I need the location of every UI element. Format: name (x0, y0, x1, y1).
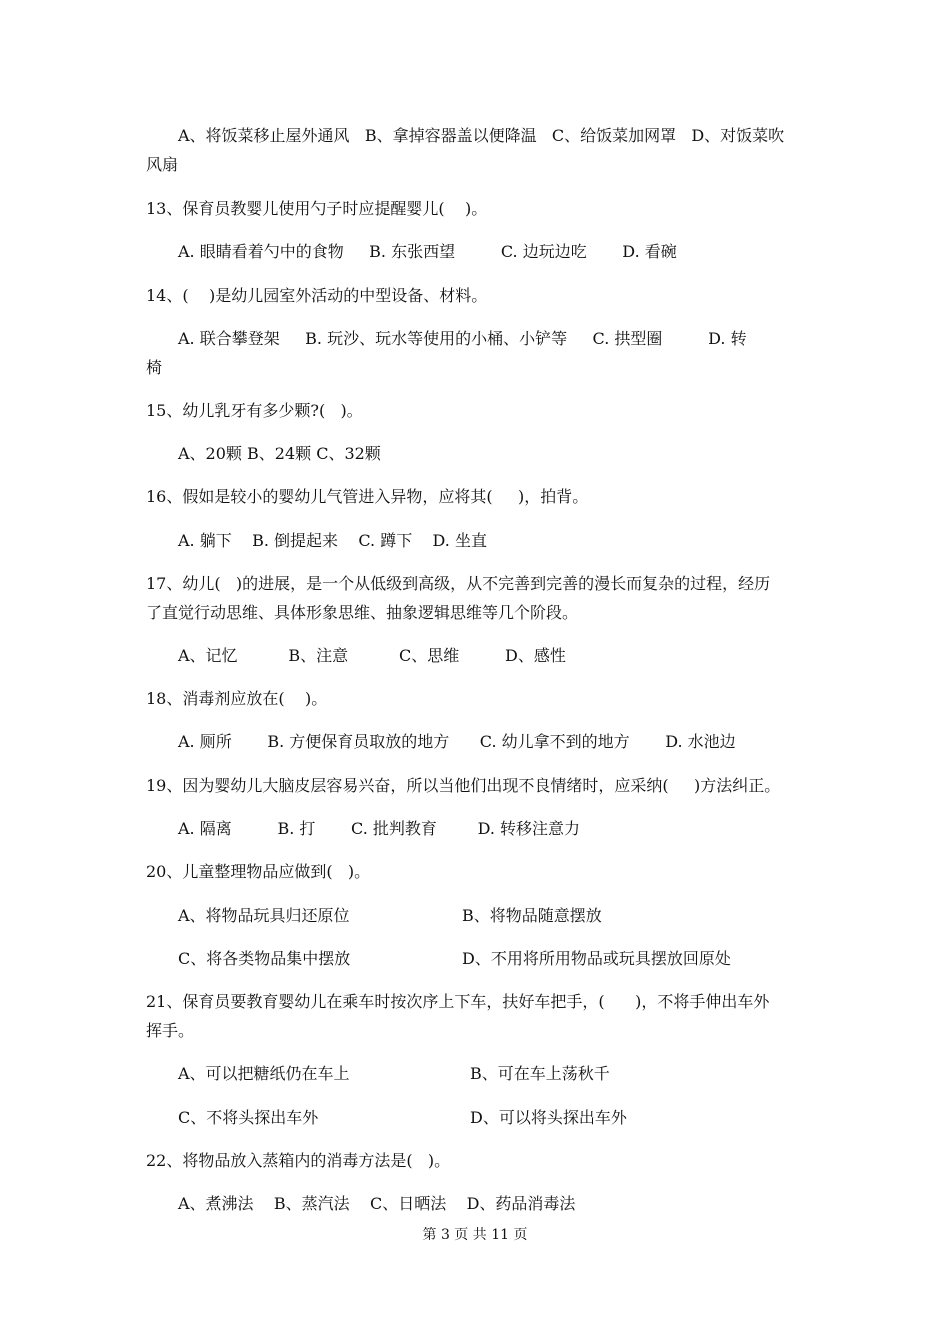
question-21-option-d: D、可以将头探出车外 (470, 1108, 627, 1127)
question-15-options: A、20颗 B、24颗 C、32颗 (178, 444, 381, 463)
question-17-options: A、记忆 B、注意 C、思维 D、感性 (178, 646, 566, 665)
question-19: 19、因为婴幼儿大脑皮层容易兴奋，所以当他们出现不良情绪时，应采纳( )方法纠正。 (146, 776, 781, 795)
question-22-options: A、煮沸法 B、蒸汽法 C、日晒法 D、药品消毒法 (178, 1194, 576, 1213)
question-12-options: A、将饭菜移止屋外通风 B、拿掉容器盖以便降温 C、给饭菜加网罩 D、对饭菜吹 (178, 126, 785, 145)
question-14-options-continued: 椅 (146, 358, 163, 377)
question-20-option-d: D、不用将所用物品或玩具摆放回原处 (462, 949, 731, 968)
question-21-option-a: A、可以把糖纸仍在车上 (178, 1064, 350, 1083)
question-14-options: A. 联合攀登架 B. 玩沙、玩水等使用的小桶、小铲等 C. 拱型圈 D. 转 (178, 329, 747, 348)
question-18-options: A. 厕所 B. 方便保育员取放的地方 C. 幼儿拿不到的地方 D. 水池边 (178, 732, 736, 751)
question-16: 16、假如是较小的婴幼儿气管进入异物，应将其( )，拍背。 (146, 487, 589, 506)
question-17-continued: 了直觉行动思维、具体形象思维、抽象逻辑思维等几个阶段。 (146, 603, 579, 622)
question-14: 14、( )是幼儿园室外活动的中型设备、材料。 (146, 286, 488, 305)
question-21-option-b: B、可在车上荡秋千 (470, 1064, 610, 1083)
question-19-options: A. 隔离 B. 打 C. 批判教育 D. 转移注意力 (178, 819, 580, 838)
question-16-options: A. 躺下 B. 倒提起来 C. 蹲下 D. 坐直 (178, 531, 487, 550)
question-21: 21、保育员要教育婴幼儿在乘车时按次序上下车，扶好车把手，( )，不将手伸出车外 (146, 992, 770, 1011)
page-number-footer: 第 3 页 共 11 页 (422, 1227, 528, 1243)
question-12-options-continued: 风扇 (146, 155, 179, 174)
question-17: 17、幼儿( )的进展，是一个从低级到高级，从不完善到完善的漫长而复杂的过程，经历 (146, 574, 771, 593)
question-20-option-b: B、将物品随意摆放 (462, 906, 602, 925)
question-13: 13、保育员教婴儿使用勺子时应提醒婴儿( )。 (146, 199, 488, 218)
question-20-option-c: C、将各类物品集中摆放 (178, 949, 351, 968)
question-22: 22、将物品放入蒸箱内的消毒方法是( )。 (146, 1151, 451, 1170)
question-15: 15、幼儿乳牙有多少颗?( )。 (146, 401, 363, 420)
question-20-option-a: A、将物品玩具归还原位 (178, 906, 350, 925)
question-21-option-c: C、不将头探出车外 (178, 1108, 319, 1127)
question-21-continued: 挥手。 (146, 1021, 195, 1040)
question-18: 18、消毒剂应放在( )。 (146, 689, 328, 708)
question-20: 20、儿童整理物品应做到( )。 (146, 862, 371, 881)
question-13-options: A. 眼睛看着勺中的食物 B. 东张西望 C. 边玩边吃 D. 看碗 (178, 242, 677, 261)
